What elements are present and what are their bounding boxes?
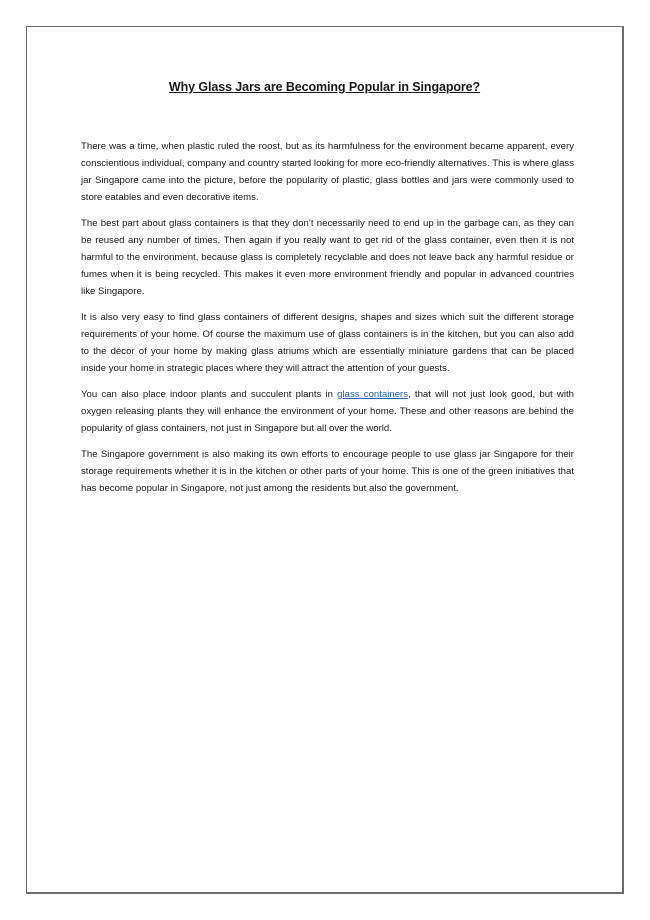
paragraph-4-before: You can also place indoor plants and succulent plants in: [81, 389, 338, 400]
paragraph-2: The best part about glass containers is that they don’t necessarily need to end up in the garbage can, as they can be reused any number of times. Then again if you really want to get rid of the glass container, even then it is not harmful to the environment, because glass is completely recyclable and does not leave back any harmful residue or fumes when it is being recycled. This makes it even more environment friendly and popular in advanced countries like Singapore.: [81, 218, 574, 297]
paragraph-4-after: , that will not just look good, but with oxygen releasing plants they will enhance the environment of your home. These and other reasons are behind the popularity of glass containers, not just in Singapore but all over the world.: [81, 389, 574, 434]
paragraph-4: [81, 386, 574, 437]
document-body: [81, 138, 574, 506]
glass-containers-link[interactable]: glass containers: [337, 389, 409, 400]
paragraph-5: The Singapore government is also making its own efforts to encourage people to use glass jar Singapore for their storage requirements whether it is in the kitchen or other parts of your home. This is one of the green initiatives that has become popular in Singapore, not just among the residents but also the government.: [81, 449, 574, 494]
document-page: [26, 26, 624, 894]
document-title: Why Glass Jars are Becoming Popular in Singapore?: [168, 80, 481, 94]
paragraph-1: There was a time, when plastic ruled the roost, but as its harmfulness for the environment became apparent, every conscientious individual, company and country started looking for more eco-friendly alternatives. This is where glass jar Singapore came into the picture, before the popularity of plastic, glass bottles and jars were commonly used to store eatables and even decorative items.: [81, 141, 574, 203]
paragraph-3: It is also very easy to find glass containers of different designs, shapes and sizes which suit the different storage requirements of your home. Of course the maximum use of glass containers is in the kitchen, but you can also add to the décor of your home by making glass atriums which are essentially miniature gardens that can be placed inside your home in strategic places where they will attract the attention of your guests.: [81, 312, 574, 374]
